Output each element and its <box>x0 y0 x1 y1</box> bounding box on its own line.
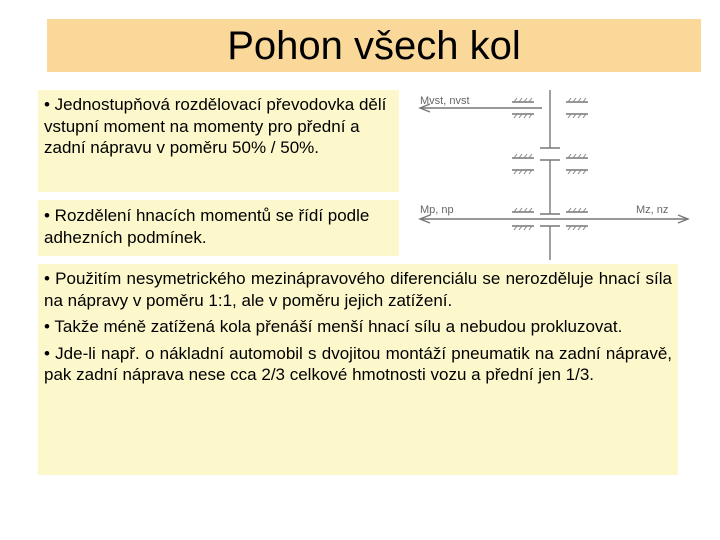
bullet-truck-example: • Jde-li např. o nákladní automobil s dvojitou montáží pneumatik na zadní nápravě, pak zadní náprava nese cca 2/3 celkové hmotnosti vozu a přední jen 1/3. <box>44 343 672 384</box>
text-box-asymmetric-diff <box>38 264 678 475</box>
page-title: Pohon všech kol <box>227 23 521 68</box>
bullet-adhesion: • Rozdělení hnacích momentů se řídí podle adhezních podmínek. <box>44 206 370 247</box>
label-front-torque: Mp, np <box>420 204 454 216</box>
label-input-torque: Mvst, nvst <box>420 95 470 107</box>
bullet-transfer-case: • Jednostupňová rozdělovací převodovka dělí vstupní moment na momenty pro přední a zadní nápravu v poměru 50% / 50%. <box>44 95 387 157</box>
title-banner <box>47 19 701 72</box>
transfer-case-diagram <box>404 84 704 260</box>
bullet-asymmetric-diff: • Použitím nesymetrického mezinápravového diferenciálu se nerozděluje hnací síla na nápravy v poměru 1:1, ale v poměru jejich zatížení. <box>44 269 672 310</box>
bullet-less-loaded-wheels: • Takže méně zatížená kola přenáší menší hnací sílu a nebudou prokluzovat. <box>44 317 623 336</box>
text-box-adhesion <box>38 200 399 256</box>
text-box-input-split <box>38 90 399 192</box>
label-rear-torque: Mz, nz <box>636 204 669 216</box>
